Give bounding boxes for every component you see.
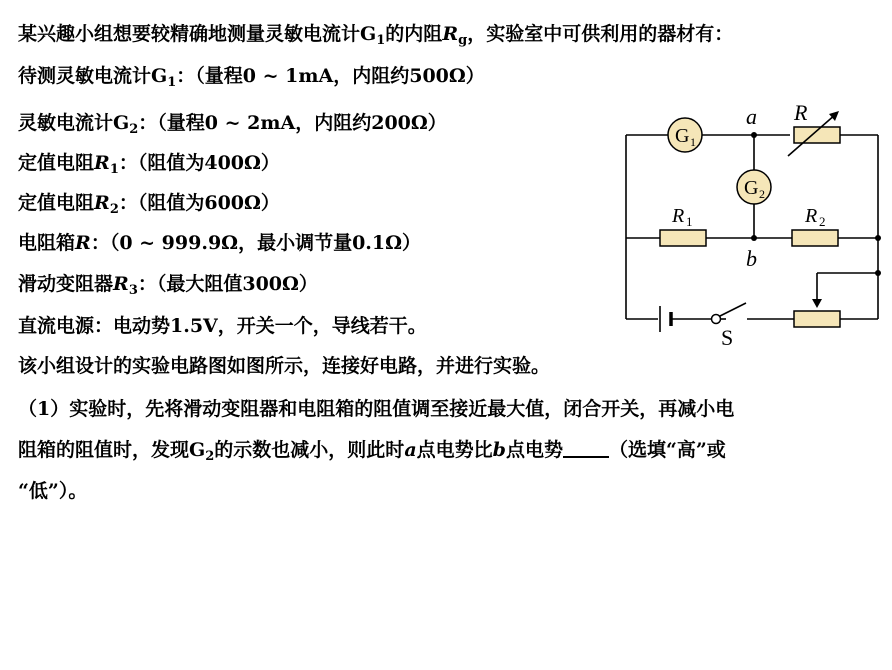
question1-line2: [18, 438, 726, 462]
junction-right-mid: [875, 235, 881, 241]
junction-right-slider: [875, 270, 881, 276]
item-subscript: 3: [128, 283, 138, 298]
g2-subscript: 2: [205, 449, 215, 464]
intro-line: [18, 22, 733, 46]
item-resistance-box: [18, 231, 421, 255]
item-subscript: 2: [129, 122, 139, 137]
item-label: 电阻箱: [18, 232, 76, 254]
rheostat-R3: [794, 311, 840, 327]
rg-subscript: g: [458, 33, 468, 48]
item-symbol: R: [75, 232, 91, 254]
q1-text-b: 的示数也减小，则此时: [214, 439, 405, 461]
switch-blade: [720, 303, 746, 316]
item-r2: [18, 191, 280, 215]
label-S: S: [721, 325, 734, 350]
intro-text-c: ，实验室中可供利用的器材有：: [467, 23, 734, 45]
label-R: R: [794, 100, 808, 125]
answer-blank[interactable]: [563, 438, 609, 458]
item-subscript: 2: [109, 202, 119, 217]
slider-arrow-icon: [812, 299, 822, 308]
junction-a: [751, 132, 757, 138]
point-b: b: [492, 439, 506, 461]
power-supply-line: 直流电源：电动势1.5V，开关一个，导线若干。: [18, 315, 427, 337]
label-a: a: [746, 104, 757, 129]
item-label: 定值电阻: [18, 192, 95, 214]
item-symbol: R: [94, 192, 110, 214]
g2-label-sub: 2: [759, 187, 765, 201]
g1-label: G: [675, 125, 690, 147]
item-spec: ：（阻值为600Ω）: [118, 192, 280, 214]
junction-b: [751, 235, 757, 241]
label-R1: R: [672, 205, 685, 227]
label-b: b: [746, 246, 757, 271]
item-label: 灵敏电流计: [18, 112, 114, 134]
item-spec: ：（量程0 ~ 2mA，内阻约200Ω）: [138, 112, 447, 134]
intro-text-a: 某兴趣小组想要较精确地测量灵敏电流计: [18, 23, 361, 45]
g2-symbol: G: [189, 439, 206, 461]
label-R2-sub: 2: [819, 214, 826, 229]
item-symbol: R: [94, 152, 110, 174]
design-line: 该小组设计的实验电路图如图所示，连接好电路，并进行实验。: [18, 355, 551, 377]
rg-symbol: R: [442, 23, 459, 45]
g1-subscript: 1: [376, 33, 386, 48]
q1-text-c: 点电势比: [416, 439, 493, 461]
item-label: 滑动变阻器: [18, 273, 114, 295]
item-spec: ：（量程0 ~ 1mA，内阻约500Ω）: [176, 65, 485, 87]
resistor-R2: [792, 230, 838, 246]
item-symbol: G: [151, 65, 168, 87]
resistor-R1: [660, 230, 706, 246]
item-label: 定值电阻: [18, 152, 95, 174]
item-spec: ：（0 ~ 999.9Ω，最小调节量0.1Ω）: [90, 232, 422, 254]
question1-line1: （1）实验时，先将滑动变阻器和电阻箱的阻值调至接近最大值，闭合开关，再减小电: [18, 398, 735, 420]
intro-text-b: 的内阻: [385, 23, 443, 45]
item-symbol: G: [113, 112, 130, 134]
q1-text-e: （选填“高”或: [608, 439, 726, 461]
item-spec: ：（最大阻值300Ω）: [137, 273, 318, 295]
item-r3: [18, 272, 318, 296]
item-g2: [18, 111, 447, 135]
label-R1-sub: 1: [686, 214, 693, 229]
g2-label: G: [744, 177, 759, 199]
question1-line3: “低”）。: [18, 480, 88, 502]
point-a: a: [404, 439, 417, 461]
q1-text-a: 阻箱的阻值时，发现: [18, 439, 190, 461]
circuit-diagram: [618, 100, 886, 350]
item-subscript: 1: [167, 75, 177, 90]
item-symbol: R: [113, 273, 129, 295]
label-R2: R: [805, 205, 818, 227]
g1-label-sub: 1: [690, 135, 696, 149]
item-subscript: 1: [109, 162, 119, 177]
switch-contact: [712, 315, 721, 324]
g1-symbol: G: [360, 23, 377, 45]
item-r1: [18, 151, 280, 175]
item-label: 待测灵敏电流计: [18, 65, 152, 87]
q1-text-d: 点电势: [505, 439, 563, 461]
item-g1: [18, 64, 485, 88]
resistance-box-R: [794, 127, 840, 143]
item-spec: ：（阻值为400Ω）: [118, 152, 280, 174]
